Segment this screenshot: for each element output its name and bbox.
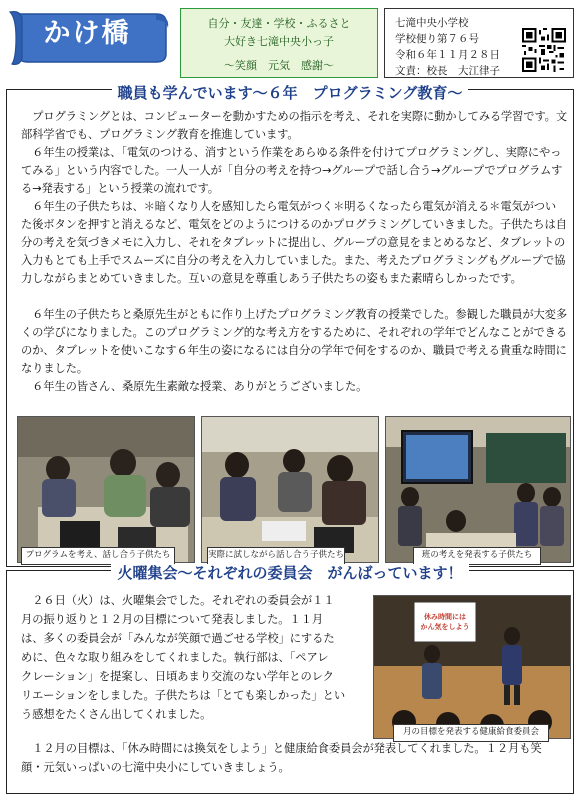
article-paragraph: ６年生の授業は、「電気のつける、消すという作業をあらゆる条件を付けてプログラミングし、実際にやってみる」という内容でした。一人一人が「自分の考えを持つ→グループで話し合う→グループでプログラムする→発表する」という授業の流れです。 [21, 146, 563, 195]
article-paragraph: ６年生の子供たちは、＊暗くなり人を感知したら電気がつく＊明るくなったら電気が消える＊電気がついた後ボタンを押すと消えるなど、電気をどのようにつけるのかプログラミングしていきました。子供たちは自分の考えを気づきメモに入力し、それをタブレットに提出し、グループの意見をまとめるなど、タブレットの入力もとても上手でスムーズに自分の考えを入力していました。また、考えたプログラミングもグループで協力しながらまとめていきました。互いの意見を尊重しあう子供たちの姿もまた素晴らしかったです。 [21, 200, 567, 285]
photo-caption: 実際に試しながら話し合う子供たち [207, 547, 345, 565]
article-paragraph: プログラミングとは、コンピューターを動かすための指示を考え、それを実際に動かしてみる学習です。文部科学省でも、プログラミング教育を推進しています。 [21, 110, 567, 141]
slogan-line: 自分・友達・学校・ふるさと [207, 17, 351, 30]
article-line: ２６日（火）は、火曜集会でした。それぞれの委員会が１１ [21, 594, 335, 607]
article-line: は、多くの委員会が「みんなが笑顔で過ごせる学校」にするた [21, 632, 335, 645]
article-line: 月の振り返りと１２月の目標について発表しました。１１月 [21, 613, 324, 626]
article-title: 職員も学んでいます～６年 プログラミング教育～ [112, 84, 469, 102]
screen-text: 休み時間には [424, 613, 466, 621]
issue-date: 令和６年１１月２８日 [395, 49, 500, 61]
slogan-line: 大好き七滝中央小っ子 [224, 35, 334, 48]
slogan-box [180, 8, 378, 78]
school-name: 七滝中央小学校 [395, 17, 469, 29]
photo-caption: 班の考えを発表する子供たち [413, 547, 541, 565]
photo-testing-program [201, 416, 379, 563]
slogan-motto: ～笑顔 元気 感謝～ [224, 59, 334, 72]
programming-article [6, 84, 574, 567]
article-line: めに、色々な取り組みをしてくれました。執行部は、「ペアレ [21, 651, 329, 664]
author: 文責：校長 大江律子 [395, 65, 500, 77]
assembly-article [6, 564, 574, 794]
photo-assembly-stage [373, 595, 571, 739]
article-line: リエーションをしました。子供たちは「とても楽しかった」とい [21, 689, 346, 702]
photo-caption: 月の目標を発表する健康給食委員会 [393, 724, 549, 742]
article-paragraph: ６年生の皆さん、桑原先生素敵な授業、ありがとうございました。 [21, 380, 368, 393]
qr-code-icon [522, 28, 566, 72]
article-title: 火曜集会～それぞれの委員会 がんばっています！ [111, 564, 468, 582]
article-line: クレーション」を提案し、日頃あまり交流のない学年とのレク [21, 670, 334, 683]
article-line: う感想をたくさん出してくれました。 [21, 708, 212, 721]
newsletter-title: かけ橋 [43, 18, 131, 49]
screen-text: かん気をしよう [420, 623, 470, 631]
photo-group-discussion [17, 416, 195, 563]
photo-group-presentation [385, 416, 571, 563]
article-paragraph: ６年生の子供たちと桑原先生がともに作り上げたプログラミング教育の授業でした。参観した職員が大変多くの学びになりました。このプログラミング的な考え方をするために、それぞれの学年でどんなことができるのか、タブレットを使いこなす６年生の姿になるには自分の学年で何をするのか、職員で考える貴重な時間になりました。 [21, 308, 567, 375]
issue-number: 学校便り第７６号 [395, 33, 479, 45]
photo-caption: プログラムを考え、話し合う子供たち [21, 547, 175, 565]
article-paragraph: １２月の目標は、「休み時間には換気をしよう」と健康給食委員会が発表してくれました。１２月も笑顔・元気いっぱいの七滝中央小にしていきましょう。 [21, 742, 542, 775]
